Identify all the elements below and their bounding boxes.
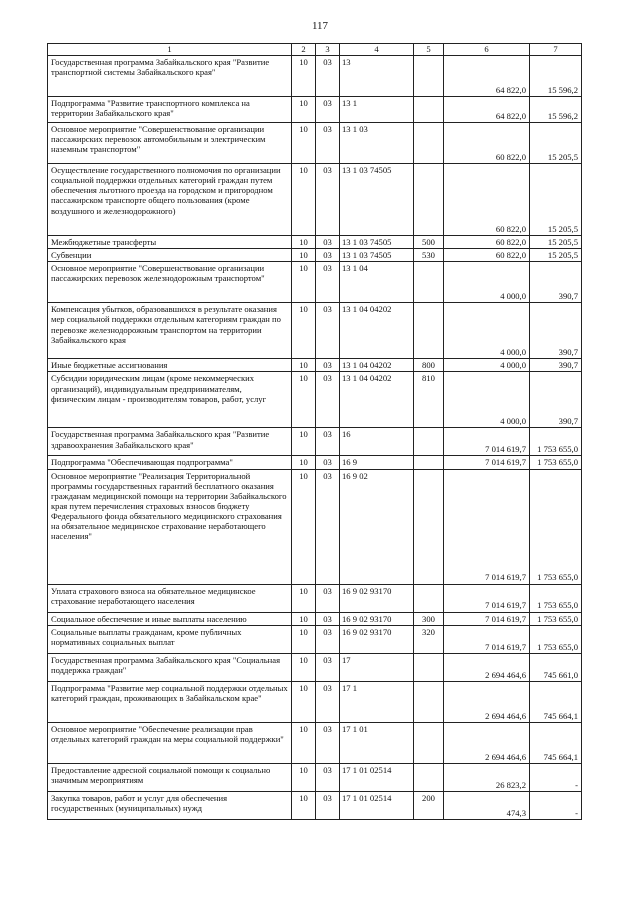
row-name: Подпрограмма "Обеспечивающая подпрограмма"	[48, 456, 292, 469]
subsection-code: 03	[316, 612, 340, 625]
subsection-code: 03	[316, 262, 340, 303]
subsection-code: 03	[316, 469, 340, 584]
amount-executed: 1 753 655,0	[530, 428, 582, 456]
section-code: 10	[292, 123, 316, 164]
row-name: Государственная программа Забайкальского края "Социальная поддержка граждан"	[48, 653, 292, 681]
amount-executed: 15 205,5	[530, 164, 582, 236]
amount-planned: 4 000,0	[444, 359, 530, 372]
header-row	[48, 44, 582, 56]
target-article-code: 17 1 01 02514	[340, 763, 414, 791]
subsection-code: 03	[316, 249, 340, 262]
subsection-code: 03	[316, 456, 340, 469]
amount-planned: 2 694 464,6	[444, 722, 530, 763]
table-row	[48, 469, 582, 584]
table-row	[48, 56, 582, 97]
amount-executed: 1 753 655,0	[530, 612, 582, 625]
amount-planned: 60 822,0	[444, 164, 530, 236]
expense-type-code	[414, 164, 444, 236]
subsection-code: 03	[316, 303, 340, 359]
section-code: 10	[292, 359, 316, 372]
column-header: 2	[292, 44, 316, 56]
table-row	[48, 584, 582, 612]
target-article-code: 13 1 03 74505	[340, 249, 414, 262]
target-article-code: 16 9 02 93170	[340, 625, 414, 653]
subsection-code: 03	[316, 763, 340, 791]
row-name: Осуществление государственного полномочия по организации социальной поддержки отдельных категорий граждан путем обеспечения льготного проезда на городском и пригородном пассажирском транспорте общего пользования (кроме воздушного и железнодорожного)	[48, 164, 292, 236]
target-article-code: 13 1 04 04202	[340, 303, 414, 359]
subsection-code: 03	[316, 625, 340, 653]
section-code: 10	[292, 469, 316, 584]
target-article-code: 13 1 03 74505	[340, 164, 414, 236]
amount-executed: 15 596,2	[530, 56, 582, 97]
section-code: 10	[292, 456, 316, 469]
amount-executed: 15 205,5	[530, 249, 582, 262]
row-name: Компенсация убытков, образовавшихся в результате оказания мер социальной поддержки отдельным категориям граждан по перевозке железнодорожным транспортом на территории Забайкальского края	[48, 303, 292, 359]
table-row	[48, 763, 582, 791]
section-code: 10	[292, 653, 316, 681]
table-row	[48, 359, 582, 372]
table-row	[48, 97, 582, 123]
amount-executed: 390,7	[530, 372, 582, 428]
target-article-code: 16	[340, 428, 414, 456]
subsection-code: 03	[316, 722, 340, 763]
expense-type-code	[414, 97, 444, 123]
target-article-code: 13 1 03	[340, 123, 414, 164]
row-name: Субвенции	[48, 249, 292, 262]
table-row	[48, 303, 582, 359]
section-code: 10	[292, 56, 316, 97]
expense-type-code: 500	[414, 236, 444, 249]
row-name: Иные бюджетные ассигнования	[48, 359, 292, 372]
target-article-code: 13 1 04 04202	[340, 372, 414, 428]
amount-executed: 1 753 655,0	[530, 456, 582, 469]
amount-executed: 390,7	[530, 303, 582, 359]
expense-type-code	[414, 428, 444, 456]
section-code: 10	[292, 428, 316, 456]
amount-planned: 7 014 619,7	[444, 428, 530, 456]
section-code: 10	[292, 763, 316, 791]
amount-planned: 4 000,0	[444, 372, 530, 428]
subsection-code: 03	[316, 123, 340, 164]
column-header: 1	[48, 44, 292, 56]
amount-executed: 1 753 655,0	[530, 625, 582, 653]
expense-type-code	[414, 123, 444, 164]
subsection-code: 03	[316, 56, 340, 97]
section-code: 10	[292, 625, 316, 653]
row-name: Закупка товаров, работ и услуг для обеспечения государственных (муниципальных) нужд	[48, 791, 292, 819]
row-name: Основное мероприятие "Реализация Территориальной программы государственных гарантий бесплатного оказания гражданам медицинской помощи на территории Забайкальского края путем перечисления страховых взносов бюджету Федерального фонда обязательного медицинского страхования на обязательное медицинское страхование неработающего населения"	[48, 469, 292, 584]
expense-type-code	[414, 56, 444, 97]
amount-executed: 1 753 655,0	[530, 584, 582, 612]
amount-executed: 15 596,2	[530, 97, 582, 123]
expense-type-code	[414, 456, 444, 469]
amount-planned: 7 014 619,7	[444, 625, 530, 653]
table-row	[48, 428, 582, 456]
amount-planned: 7 014 619,7	[444, 612, 530, 625]
expense-type-code: 810	[414, 372, 444, 428]
table-row	[48, 164, 582, 236]
subsection-code: 03	[316, 428, 340, 456]
section-code: 10	[292, 722, 316, 763]
budget-table	[47, 43, 582, 820]
table-row	[48, 262, 582, 303]
target-article-code: 16 9 02 93170	[340, 612, 414, 625]
subsection-code: 03	[316, 359, 340, 372]
row-name: Подпрограмма "Развитие транспортного комплекса на территории Забайкальского края"	[48, 97, 292, 123]
target-article-code: 13	[340, 56, 414, 97]
subsection-code: 03	[316, 681, 340, 722]
table-row	[48, 249, 582, 262]
table-row	[48, 681, 582, 722]
subsection-code: 03	[316, 372, 340, 428]
row-name: Основное мероприятие "Совершенствование организации пассажирских перевозок железнодорожным транспортом"	[48, 262, 292, 303]
amount-executed: 745 664,1	[530, 722, 582, 763]
expense-type-code: 320	[414, 625, 444, 653]
section-code: 10	[292, 249, 316, 262]
subsection-code: 03	[316, 584, 340, 612]
target-article-code: 13 1 04	[340, 262, 414, 303]
section-code: 10	[292, 164, 316, 236]
expense-type-code: 300	[414, 612, 444, 625]
amount-executed: 745 661,0	[530, 653, 582, 681]
table-row	[48, 722, 582, 763]
section-code: 10	[292, 303, 316, 359]
expense-type-code: 800	[414, 359, 444, 372]
table-row	[48, 236, 582, 249]
expense-type-code	[414, 584, 444, 612]
row-name: Социальные выплаты гражданам, кроме публичных нормативных социальных выплат	[48, 625, 292, 653]
row-name: Основное мероприятие "Совершенствование организации пассажирских перевозок автомобильным и электрическим наземным транспортом"	[48, 123, 292, 164]
amount-planned: 7 014 619,7	[444, 584, 530, 612]
amount-planned: 4 000,0	[444, 303, 530, 359]
section-code: 10	[292, 584, 316, 612]
amount-executed: 745 664,1	[530, 681, 582, 722]
expense-type-code	[414, 763, 444, 791]
amount-planned: 60 822,0	[444, 249, 530, 262]
amount-executed: -	[530, 791, 582, 819]
amount-planned: 60 822,0	[444, 123, 530, 164]
section-code: 10	[292, 236, 316, 249]
column-header: 7	[530, 44, 582, 56]
expense-type-code	[414, 681, 444, 722]
row-name: Уплата страхового взноса на обязательное медицинское страхование неработающего населения	[48, 584, 292, 612]
row-name: Государственная программа Забайкальского края "Развитие транспортной системы Забайкальского края"	[48, 56, 292, 97]
page-number: 117	[311, 20, 329, 32]
section-code: 10	[292, 262, 316, 303]
expense-type-code	[414, 653, 444, 681]
expense-type-code: 530	[414, 249, 444, 262]
table-row	[48, 653, 582, 681]
section-code: 10	[292, 612, 316, 625]
table-body	[48, 56, 582, 820]
expense-type-code	[414, 262, 444, 303]
amount-executed: 1 753 655,0	[530, 469, 582, 584]
table-row	[48, 791, 582, 819]
amount-planned: 4 000,0	[444, 262, 530, 303]
subsection-code: 03	[316, 236, 340, 249]
subsection-code: 03	[316, 791, 340, 819]
amount-executed: 15 205,5	[530, 123, 582, 164]
subsection-code: 03	[316, 653, 340, 681]
amount-planned: 64 822,0	[444, 97, 530, 123]
table-row	[48, 123, 582, 164]
target-article-code: 13 1	[340, 97, 414, 123]
table-row	[48, 625, 582, 653]
amount-planned: 2 694 464,6	[444, 681, 530, 722]
table-row	[48, 372, 582, 428]
amount-executed: -	[530, 763, 582, 791]
row-name: Социальное обеспечение и иные выплаты населению	[48, 612, 292, 625]
expense-type-code	[414, 722, 444, 763]
target-article-code: 16 9 02 93170	[340, 584, 414, 612]
subsection-code: 03	[316, 164, 340, 236]
target-article-code: 16 9	[340, 456, 414, 469]
row-name: Подпрограмма "Развитие мер социальной поддержки отдельных категорий граждан, проживающих в Забайкальском крае"	[48, 681, 292, 722]
row-name: Предоставление адресной социальной помощи к социально значимым мероприятиям	[48, 763, 292, 791]
amount-planned: 26 823,2	[444, 763, 530, 791]
target-article-code: 13 1 04 04202	[340, 359, 414, 372]
table-row	[48, 612, 582, 625]
amount-executed: 15 205,5	[530, 236, 582, 249]
amount-planned: 7 014 619,7	[444, 456, 530, 469]
target-article-code: 17 1 01 02514	[340, 791, 414, 819]
target-article-code: 16 9 02	[340, 469, 414, 584]
row-name: Субсидии юридическим лицам (кроме некоммерческих организаций), индивидуальным предпринимателям, физическим лицам - производителям товаров, работ, услуг	[48, 372, 292, 428]
amount-planned: 60 822,0	[444, 236, 530, 249]
table-row	[48, 456, 582, 469]
section-code: 10	[292, 97, 316, 123]
target-article-code: 17 1	[340, 681, 414, 722]
row-name: Межбюджетные трансферты	[48, 236, 292, 249]
amount-planned: 2 694 464,6	[444, 653, 530, 681]
section-code: 10	[292, 791, 316, 819]
expense-type-code	[414, 303, 444, 359]
section-code: 10	[292, 681, 316, 722]
section-code: 10	[292, 372, 316, 428]
row-name: Основное мероприятие "Обеспечение реализации прав отдельных категорий граждан на меры социальной поддержки"	[48, 722, 292, 763]
target-article-code: 13 1 03 74505	[340, 236, 414, 249]
amount-planned: 64 822,0	[444, 56, 530, 97]
column-header: 5	[414, 44, 444, 56]
amount-planned: 7 014 619,7	[444, 469, 530, 584]
row-name: Государственная программа Забайкальского края "Развитие здравоохранения Забайкальского края"	[48, 428, 292, 456]
expense-type-code: 200	[414, 791, 444, 819]
target-article-code: 17	[340, 653, 414, 681]
target-article-code: 17 1 01	[340, 722, 414, 763]
column-header: 6	[444, 44, 530, 56]
column-header: 3	[316, 44, 340, 56]
column-header: 4	[340, 44, 414, 56]
subsection-code: 03	[316, 97, 340, 123]
amount-executed: 390,7	[530, 262, 582, 303]
amount-executed: 390,7	[530, 359, 582, 372]
amount-planned: 474,3	[444, 791, 530, 819]
expense-type-code	[414, 469, 444, 584]
